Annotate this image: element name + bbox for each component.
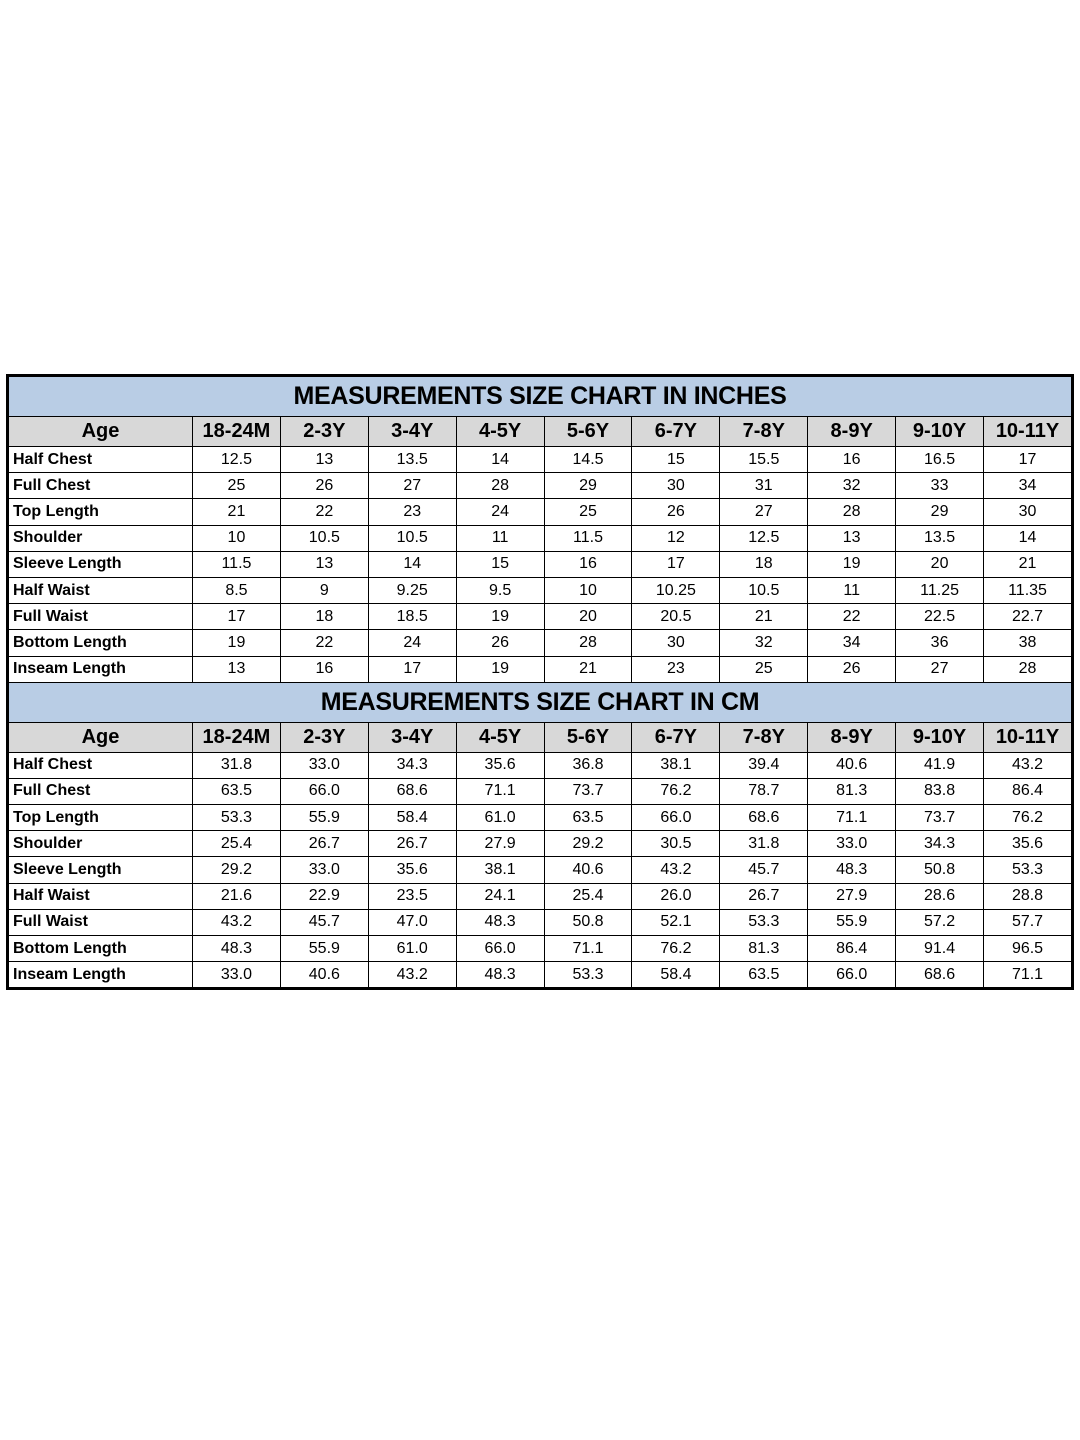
measurement-value: 55.9 — [280, 936, 368, 962]
measurement-value: 28 — [456, 473, 544, 499]
age-header-label: Age — [9, 417, 193, 447]
measurement-value: 27 — [368, 473, 456, 499]
measurement-value: 22.9 — [280, 883, 368, 909]
age-header-cell: 9-10Y — [896, 417, 984, 447]
measurement-value: 25.4 — [544, 883, 632, 909]
chart-title-row-cm — [9, 682, 1072, 722]
measurement-label: Inseam Length — [9, 962, 193, 988]
measurement-value: 30 — [984, 499, 1072, 525]
measurement-value: 34 — [808, 630, 896, 656]
measurement-value: 10 — [193, 525, 281, 551]
measurement-value: 32 — [720, 630, 808, 656]
measurement-value: 14 — [456, 447, 544, 473]
measurement-value: 66.0 — [280, 778, 368, 804]
measurement-value: 31.8 — [720, 831, 808, 857]
measurement-value: 17 — [368, 656, 456, 682]
measurement-label: Full Waist — [9, 604, 193, 630]
measurement-value: 10.5 — [720, 577, 808, 603]
measurement-label: Shoulder — [9, 525, 193, 551]
age-header-row-cm — [9, 722, 1072, 752]
measurement-value: 10.5 — [368, 525, 456, 551]
measurement-value: 12.5 — [720, 525, 808, 551]
table-row — [9, 805, 1072, 831]
measurement-value: 71.1 — [544, 936, 632, 962]
measurement-label: Half Waist — [9, 883, 193, 909]
measurement-value: 28 — [808, 499, 896, 525]
measurement-value: 10.25 — [632, 577, 720, 603]
measurement-value: 43.2 — [193, 909, 281, 935]
measurement-value: 19 — [456, 604, 544, 630]
measurement-value: 71.1 — [984, 962, 1072, 988]
measurement-label: Bottom Length — [9, 630, 193, 656]
measurement-value: 81.3 — [720, 936, 808, 962]
measurement-value: 57.2 — [896, 909, 984, 935]
measurement-value: 24 — [456, 499, 544, 525]
measurement-value: 53.3 — [720, 909, 808, 935]
measurement-value: 23 — [632, 656, 720, 682]
measurement-value: 48.3 — [808, 857, 896, 883]
measurement-value: 27 — [720, 499, 808, 525]
measurement-value: 26 — [456, 630, 544, 656]
measurement-value: 26.0 — [632, 883, 720, 909]
measurement-value: 11.5 — [544, 525, 632, 551]
measurement-value: 26.7 — [720, 883, 808, 909]
table-row — [9, 630, 1072, 656]
age-header-cell: 6-7Y — [632, 417, 720, 447]
measurement-value: 43.2 — [632, 857, 720, 883]
measurement-value: 40.6 — [544, 857, 632, 883]
age-header-cell: 10-11Y — [984, 417, 1072, 447]
measurement-value: 8.5 — [193, 577, 281, 603]
table-row — [9, 936, 1072, 962]
measurement-value: 30 — [632, 473, 720, 499]
table-row — [9, 883, 1072, 909]
table-row — [9, 577, 1072, 603]
measurement-value: 40.6 — [280, 962, 368, 988]
measurement-value: 17 — [984, 447, 1072, 473]
measurement-value: 16 — [808, 447, 896, 473]
measurement-value: 16.5 — [896, 447, 984, 473]
measurement-value: 53.3 — [193, 805, 281, 831]
measurement-value: 40.6 — [808, 752, 896, 778]
measurement-value: 63.5 — [720, 962, 808, 988]
measurement-value: 28.6 — [896, 883, 984, 909]
measurement-value: 48.3 — [456, 962, 544, 988]
measurement-value: 33.0 — [280, 857, 368, 883]
measurement-value: 33.0 — [193, 962, 281, 988]
measurement-value: 81.3 — [808, 778, 896, 804]
measurement-value: 50.8 — [544, 909, 632, 935]
measurement-label: Top Length — [9, 499, 193, 525]
chart-title-row-inches — [9, 377, 1072, 417]
age-header-cell: 3-4Y — [368, 722, 456, 752]
measurement-value: 83.8 — [896, 778, 984, 804]
age-header-cell: 4-5Y — [456, 722, 544, 752]
measurement-value: 66.0 — [456, 936, 544, 962]
measurement-value: 19 — [456, 656, 544, 682]
measurement-value: 17 — [632, 551, 720, 577]
measurement-value: 30.5 — [632, 831, 720, 857]
measurement-label: Sleeve Length — [9, 857, 193, 883]
measurement-label: Full Chest — [9, 778, 193, 804]
measurement-value: 20.5 — [632, 604, 720, 630]
measurement-value: 66.0 — [808, 962, 896, 988]
measurement-value: 9.25 — [368, 577, 456, 603]
measurement-value: 14 — [984, 525, 1072, 551]
measurement-value: 17 — [193, 604, 281, 630]
table-row — [9, 551, 1072, 577]
measurement-value: 22.5 — [896, 604, 984, 630]
measurement-value: 71.1 — [808, 805, 896, 831]
measurement-value: 21 — [193, 499, 281, 525]
measurement-value: 38.1 — [632, 752, 720, 778]
measurement-value: 12 — [632, 525, 720, 551]
measurement-value: 76.2 — [632, 778, 720, 804]
measurement-value: 21 — [544, 656, 632, 682]
measurement-value: 11 — [456, 525, 544, 551]
table-row — [9, 831, 1072, 857]
measurement-value: 63.5 — [193, 778, 281, 804]
chart-title-inches: MEASUREMENTS SIZE CHART IN INCHES — [9, 377, 1072, 417]
measurement-value: 38.1 — [456, 857, 544, 883]
size-chart-table — [8, 376, 1072, 988]
measurement-label: Full Waist — [9, 909, 193, 935]
measurement-value: 28.8 — [984, 883, 1072, 909]
measurement-value: 19 — [193, 630, 281, 656]
measurement-value: 61.0 — [368, 936, 456, 962]
age-header-cell: 6-7Y — [632, 722, 720, 752]
measurement-value: 28 — [984, 656, 1072, 682]
measurement-value: 36.8 — [544, 752, 632, 778]
measurement-value: 9 — [280, 577, 368, 603]
measurement-value: 26 — [808, 656, 896, 682]
table-row — [9, 909, 1072, 935]
measurement-value: 22.7 — [984, 604, 1072, 630]
measurement-value: 13 — [193, 656, 281, 682]
measurement-value: 18 — [280, 604, 368, 630]
measurement-value: 19 — [808, 551, 896, 577]
measurement-value: 31 — [720, 473, 808, 499]
measurement-value: 76.2 — [632, 936, 720, 962]
measurement-value: 35.6 — [368, 857, 456, 883]
measurement-value: 35.6 — [456, 752, 544, 778]
measurement-value: 10.5 — [280, 525, 368, 551]
chart-title-cm: MEASUREMENTS SIZE CHART IN CM — [9, 682, 1072, 722]
measurement-value: 27.9 — [456, 831, 544, 857]
table-row — [9, 656, 1072, 682]
age-header-cell: 10-11Y — [984, 722, 1072, 752]
measurement-value: 23 — [368, 499, 456, 525]
measurement-value: 21 — [720, 604, 808, 630]
measurement-value: 48.3 — [193, 936, 281, 962]
measurement-value: 11.35 — [984, 577, 1072, 603]
measurement-value: 39.4 — [720, 752, 808, 778]
measurement-value: 26 — [632, 499, 720, 525]
table-row — [9, 778, 1072, 804]
age-header-cell: 2-3Y — [280, 722, 368, 752]
measurement-value: 45.7 — [280, 909, 368, 935]
measurement-value: 45.7 — [720, 857, 808, 883]
measurement-value: 21.6 — [193, 883, 281, 909]
measurement-value: 18 — [720, 551, 808, 577]
measurement-value: 29 — [544, 473, 632, 499]
measurement-value: 24 — [368, 630, 456, 656]
measurement-value: 35.6 — [984, 831, 1072, 857]
measurement-value: 73.7 — [896, 805, 984, 831]
measurement-value: 58.4 — [632, 962, 720, 988]
measurement-value: 41.9 — [896, 752, 984, 778]
table-row — [9, 752, 1072, 778]
measurement-value: 25 — [193, 473, 281, 499]
age-header-cell: 5-6Y — [544, 417, 632, 447]
measurement-value: 26 — [280, 473, 368, 499]
measurement-value: 63.5 — [544, 805, 632, 831]
measurement-value: 25.4 — [193, 831, 281, 857]
measurement-value: 68.6 — [720, 805, 808, 831]
measurement-value: 30 — [632, 630, 720, 656]
measurement-value: 66.0 — [632, 805, 720, 831]
measurement-value: 22 — [808, 604, 896, 630]
measurement-label: Sleeve Length — [9, 551, 193, 577]
measurement-value: 57.7 — [984, 909, 1072, 935]
measurement-value: 13.5 — [368, 447, 456, 473]
measurement-value: 53.3 — [984, 857, 1072, 883]
table-row — [9, 604, 1072, 630]
measurement-value: 29 — [896, 499, 984, 525]
measurement-value: 78.7 — [720, 778, 808, 804]
measurement-value: 11 — [808, 577, 896, 603]
measurement-label: Half Waist — [9, 577, 193, 603]
table-row — [9, 447, 1072, 473]
age-header-row-inches — [9, 417, 1072, 447]
measurement-value: 52.1 — [632, 909, 720, 935]
measurement-value: 12.5 — [193, 447, 281, 473]
measurement-value: 29.2 — [544, 831, 632, 857]
measurement-value: 76.2 — [984, 805, 1072, 831]
measurement-value: 33.0 — [808, 831, 896, 857]
table-row — [9, 473, 1072, 499]
measurement-value: 71.1 — [456, 778, 544, 804]
size-chart — [6, 374, 1074, 990]
age-header-cell: 9-10Y — [896, 722, 984, 752]
measurement-value: 73.7 — [544, 778, 632, 804]
measurement-value: 13.5 — [896, 525, 984, 551]
measurement-label: Top Length — [9, 805, 193, 831]
measurement-label: Bottom Length — [9, 936, 193, 962]
measurement-value: 26.7 — [280, 831, 368, 857]
measurement-value: 36 — [896, 630, 984, 656]
measurement-value: 32 — [808, 473, 896, 499]
measurement-label: Half Chest — [9, 752, 193, 778]
measurement-value: 50.8 — [896, 857, 984, 883]
measurement-value: 38 — [984, 630, 1072, 656]
measurement-value: 15 — [456, 551, 544, 577]
measurement-value: 55.9 — [280, 805, 368, 831]
measurement-value: 14 — [368, 551, 456, 577]
table-row — [9, 857, 1072, 883]
measurement-value: 25 — [720, 656, 808, 682]
measurement-value: 15 — [632, 447, 720, 473]
measurement-value: 48.3 — [456, 909, 544, 935]
measurement-value: 27.9 — [808, 883, 896, 909]
measurement-value: 27 — [896, 656, 984, 682]
table-row — [9, 962, 1072, 988]
table-row — [9, 499, 1072, 525]
measurement-value: 13 — [808, 525, 896, 551]
measurement-value: 20 — [544, 604, 632, 630]
measurement-value: 34 — [984, 473, 1072, 499]
age-header-cell: 5-6Y — [544, 722, 632, 752]
measurement-value: 33.0 — [280, 752, 368, 778]
measurement-label: Half Chest — [9, 447, 193, 473]
measurement-value: 26.7 — [368, 831, 456, 857]
age-header-cell: 18-24M — [193, 722, 281, 752]
measurement-label: Shoulder — [9, 831, 193, 857]
measurement-value: 24.1 — [456, 883, 544, 909]
measurement-value: 68.6 — [896, 962, 984, 988]
measurement-value: 91.4 — [896, 936, 984, 962]
measurement-value: 23.5 — [368, 883, 456, 909]
measurement-value: 61.0 — [456, 805, 544, 831]
measurement-value: 15.5 — [720, 447, 808, 473]
measurement-value: 13 — [280, 551, 368, 577]
measurement-value: 34.3 — [896, 831, 984, 857]
age-header-cell: 2-3Y — [280, 417, 368, 447]
measurement-value: 11.5 — [193, 551, 281, 577]
measurement-value: 22 — [280, 630, 368, 656]
age-header-cell: 18-24M — [193, 417, 281, 447]
age-header-cell: 7-8Y — [720, 417, 808, 447]
age-header-cell: 7-8Y — [720, 722, 808, 752]
measurement-label: Inseam Length — [9, 656, 193, 682]
measurement-value: 29.2 — [193, 857, 281, 883]
measurement-value: 43.2 — [368, 962, 456, 988]
measurement-value: 33 — [896, 473, 984, 499]
measurement-value: 47.0 — [368, 909, 456, 935]
measurement-value: 86.4 — [984, 778, 1072, 804]
measurement-value: 58.4 — [368, 805, 456, 831]
measurement-value: 43.2 — [984, 752, 1072, 778]
table-row — [9, 525, 1072, 551]
age-header-cell: 3-4Y — [368, 417, 456, 447]
measurement-value: 28 — [544, 630, 632, 656]
measurement-value: 16 — [280, 656, 368, 682]
measurement-value: 22 — [280, 499, 368, 525]
measurement-value: 9.5 — [456, 577, 544, 603]
measurement-label: Full Chest — [9, 473, 193, 499]
measurement-value: 55.9 — [808, 909, 896, 935]
measurement-value: 68.6 — [368, 778, 456, 804]
measurement-value: 96.5 — [984, 936, 1072, 962]
measurement-value: 10 — [544, 577, 632, 603]
measurement-value: 13 — [280, 447, 368, 473]
age-header-cell: 8-9Y — [808, 417, 896, 447]
age-header-cell: 4-5Y — [456, 417, 544, 447]
measurement-value: 86.4 — [808, 936, 896, 962]
measurement-value: 16 — [544, 551, 632, 577]
age-header-label: Age — [9, 722, 193, 752]
measurement-value: 34.3 — [368, 752, 456, 778]
measurement-value: 31.8 — [193, 752, 281, 778]
measurement-value: 20 — [896, 551, 984, 577]
age-header-cell: 8-9Y — [808, 722, 896, 752]
measurement-value: 11.25 — [896, 577, 984, 603]
measurement-value: 53.3 — [544, 962, 632, 988]
measurement-value: 21 — [984, 551, 1072, 577]
measurement-value: 18.5 — [368, 604, 456, 630]
measurement-value: 25 — [544, 499, 632, 525]
measurement-value: 14.5 — [544, 447, 632, 473]
